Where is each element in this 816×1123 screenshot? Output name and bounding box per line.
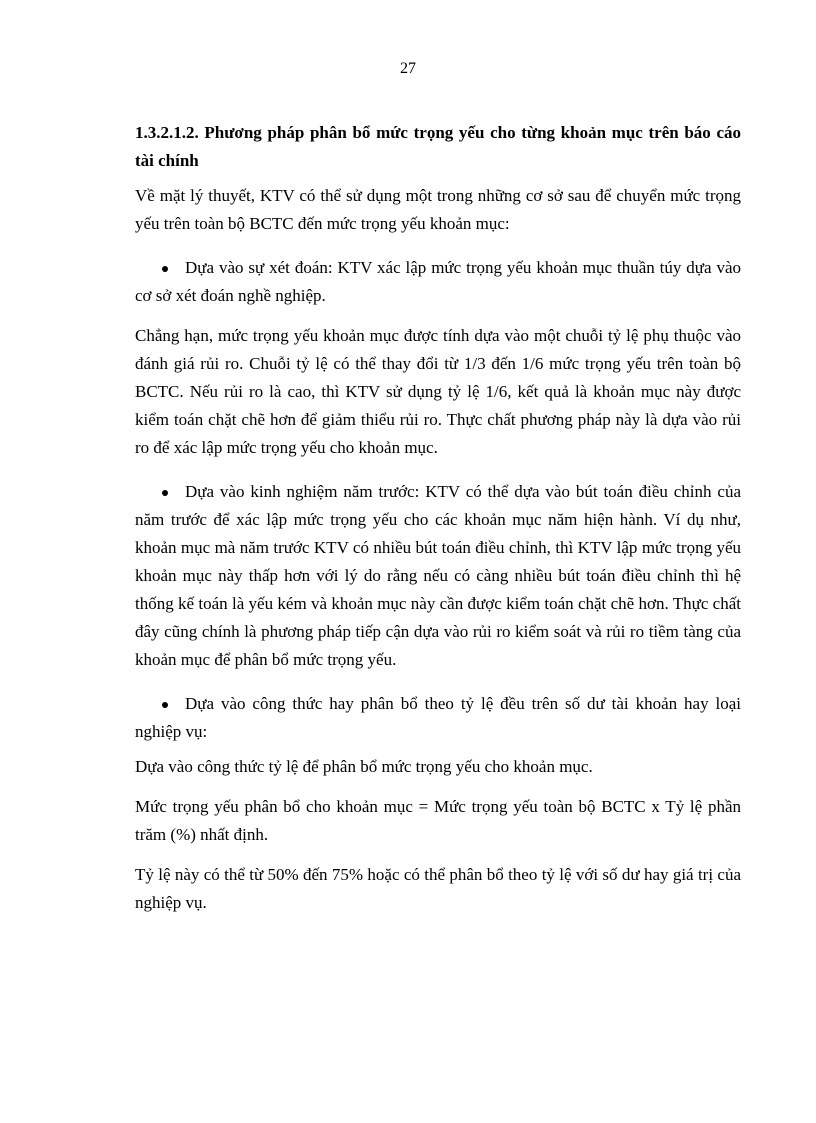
bullet-dot-icon	[162, 266, 168, 272]
example-paragraph: Chẳng hạn, mức trọng yếu khoản mục được tính dựa vào một chuỗi tỷ lệ phụ thuộc vào đánh giá rủi ro. Chuỗi tỷ lệ có thể thay đổi từ 1/3 đến 1/6 mức trọng yếu trên toàn bộ BCTC. Nếu rủi ro là cao, thì KTV sử dụng tỷ lệ 1/6, kết quả là khoản mục này được kiểm toán chặt chẽ hơn để giảm thiểu rủi ro. Thực chất phương pháp này là dựa vào rủi ro để xác lập mức trọng yếu cho khoản mục.	[135, 326, 741, 457]
bullet-text: Dựa vào sự xét đoán: KTV xác lập mức trọng yếu khoản mục thuần túy dựa vào cơ sở xét đoán nghề nghiệp.	[135, 258, 741, 305]
bullet-text: Dựa vào công thức hay phân bổ theo tỷ lệ đều trên số dư tài khoản hay loại nghiệp vụ:	[135, 694, 741, 741]
page-number: 27	[400, 60, 416, 77]
intro-paragraph: Về mặt lý thuyết, KTV có thể sử dụng một trong những cơ sở sau để chuyển mức trọng yếu trên toàn bộ BCTC đến mức trọng yếu khoản mục:	[135, 186, 741, 233]
bullet-item-prior-year	[135, 478, 741, 674]
bullet-item-formula	[135, 690, 741, 746]
document-body	[135, 119, 741, 924]
formula-intro-paragraph: Dựa vào công thức tỷ lệ để phân bổ mức trọng yếu cho khoản mục.	[135, 757, 593, 776]
bullet-dot-icon	[162, 490, 168, 496]
section-heading: 1.3.2.1.2. Phương pháp phân bổ mức trọng yếu cho từng khoản mục trên báo cáo tài chính	[135, 123, 741, 170]
bullet-text: Dựa vào kinh nghiệm năm trước: KTV có thể dựa vào bút toán điều chỉnh của năm trước để xác lập mức trọng yếu cho các khoản mục năm hiện hành. Ví dụ như, khoản mục mà năm trước KTV có nhiều bút toán điều chỉnh, thì KTV lập mức trọng yếu khoản mục này thấp hơn với lý do rằng nếu có càng nhiều bút toán điều chỉnh thì hệ thống kế toán là yếu kém và khoản mục này cần được kiểm toán chặt chẽ hơn. Thực chất đây cũng chính là phương pháp tiếp cận dựa vào rủi ro kiểm soát và rủi ro tiềm tàng của khoản mục để phân bổ mức trọng yếu.	[135, 482, 741, 669]
formula-paragraph: Mức trọng yếu phân bổ cho khoản mục = Mức trọng yếu toàn bộ BCTC x Tỷ lệ phần trăm (%) nhất định.	[135, 797, 741, 844]
bullet-dot-icon	[162, 702, 168, 708]
bullet-item-judgment	[135, 254, 741, 310]
ratio-note-paragraph: Tỷ lệ này có thể từ 50% đến 75% hoặc có thể phân bổ theo tỷ lệ với số dư hay giá trị của nghiệp vụ.	[135, 865, 741, 912]
